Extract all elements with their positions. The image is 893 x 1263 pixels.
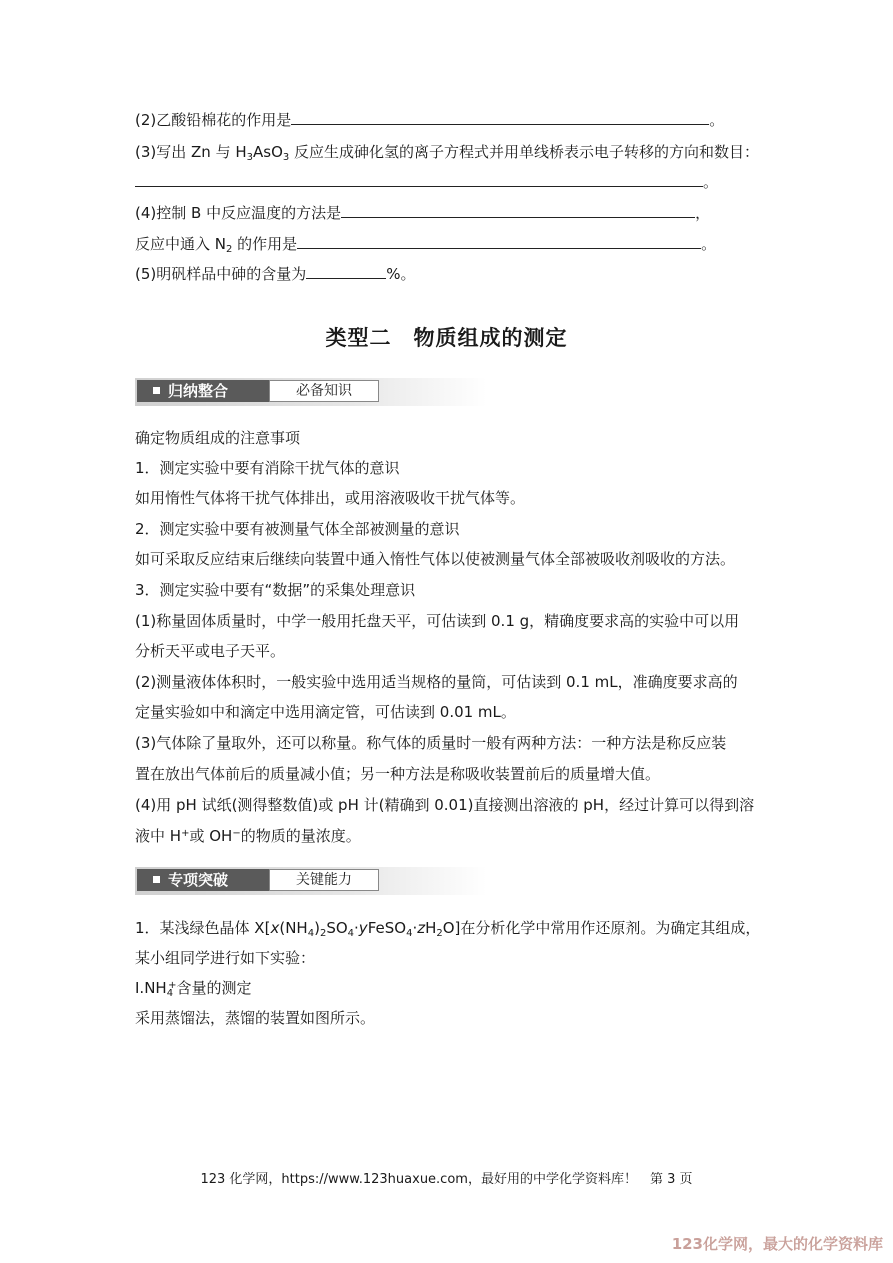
p-text: H (425, 919, 437, 937)
q4-text-2: 反应中通入 N (135, 235, 226, 253)
subscript: 2 (436, 928, 443, 939)
question-5 (135, 264, 416, 284)
problem-line-1 (135, 918, 760, 938)
question-2 (135, 110, 724, 130)
p4-text-b: 或 OH (189, 827, 233, 845)
answer-blank (306, 264, 386, 279)
p-text: FeSO (367, 919, 407, 937)
question-2-text: (2)乙酸铅棉花的作用是 (135, 111, 292, 129)
subscript: 3 (246, 152, 253, 163)
var-x: x (270, 919, 280, 937)
q4-text-1: (4)控制 B 中反应温度的方法是 (135, 204, 342, 222)
question-3 (135, 142, 759, 162)
bar-dark-label (137, 869, 269, 891)
notes-para-2-line-1: (2)测量液体体积时，一般实验中选用适当规格的量筒，可估读到 0.1 mL，准确度要求高的 (135, 673, 738, 691)
subscript: 4 (307, 928, 315, 939)
punct: %。 (386, 265, 416, 283)
problem-line-4: 采用蒸馏法，蒸馏的装置如图所示。 (135, 1009, 376, 1027)
problem-line-2: 某小组同学进行如下实验： (135, 949, 316, 967)
p-text: (NH (279, 919, 308, 937)
p4-text-c: 的物质的量浓度。 (240, 827, 361, 845)
var-y: y (358, 919, 368, 937)
p4-text-a: 液中 H (135, 827, 182, 845)
square-icon (153, 876, 160, 883)
question-4-line-1 (135, 203, 710, 223)
question-4-line-2 (135, 234, 716, 254)
subscript: 2 (319, 928, 327, 939)
section-title: 类型二 物质组成的测定 (325, 326, 568, 350)
notes-para-1-line-1: (1)称量固体质量时，中学一般用托盘天平，可估读到 0.1 g，精确度要求高的实验中可以用 (135, 612, 740, 630)
notes-para-2-line-2: 定量实验如中和滴定中选用滴定管，可估读到 0.01 mL。 (135, 703, 516, 721)
subscript: 4 (406, 928, 413, 939)
answer-blank (291, 110, 709, 125)
q3-text-2: AsO (253, 143, 283, 161)
bar-dark-text: 专项突破 (168, 871, 229, 889)
section-bar-practice (135, 867, 487, 895)
problem-line-3 (135, 978, 251, 998)
superscript: − (232, 828, 241, 839)
bar-light-label: 关键能力 (269, 869, 379, 891)
notes-item-1: 1．测定实验中要有消除干扰气体的意识 (135, 459, 400, 477)
question-3-blank-line (135, 172, 718, 192)
var-z: z (417, 919, 426, 937)
bar-dark-label (137, 380, 269, 402)
superscript: + (168, 980, 177, 991)
q3-text-3: 反应生成砷化氢的离子方程式并用单线桥表示电子转移的方向和数目： (289, 143, 760, 161)
bar-dark-text: 归纳整合 (168, 382, 229, 400)
notes-item-2-text: 如可采取反应结束后继续向装置中通入惰性气体以使被测量气体全部被吸收剂吸收的方法。 (135, 550, 736, 568)
punct: 。 (703, 173, 719, 191)
notes-heading: 确定物质组成的注意事项 (135, 429, 301, 447)
punct: 。 (709, 111, 725, 129)
p-text: ) (314, 919, 320, 937)
subscript: 2 (226, 244, 233, 255)
answer-blank (341, 203, 695, 218)
page-footer: 123 化学网，https://www.123huaxue.com，最好用的中学化学资料库！ 第 3 页 (200, 1172, 693, 1187)
notes-para-1-line-2: 分析天平或电子天平。 (135, 642, 286, 660)
p-text: O]在分析化学中常用作还原剂。为确定其组成， (442, 919, 761, 937)
subscript: 4 (166, 988, 174, 999)
notes-item-2: 2．测定实验中要有被测量气体全部被测量的意识 (135, 520, 460, 538)
notes-para-4-line-1: (4)用 pH 试纸(测得整数值)或 pH 计(精确到 0.01)直接测出溶液的 pH，经过计算可以得到溶 (135, 796, 755, 814)
q4-text-3: 的作用是 (232, 235, 298, 253)
notes-para-3-line-1: (3)气体除了量取外，还可以称量。称气体的质量时一般有两种方法：一种方法是称反应装 (135, 734, 727, 752)
punct: 。 (701, 235, 717, 253)
p-text: · (412, 919, 418, 937)
p-text: · (354, 919, 359, 937)
p-text: Ⅰ.NH (135, 979, 167, 997)
answer-blank (297, 234, 701, 249)
punct: ， (695, 204, 711, 222)
q3-text-1: (3)写出 Zn 与 H (135, 143, 247, 161)
square-icon (153, 387, 160, 394)
notes-item-1-text: 如用惰性气体将干扰气体排出，或用溶液吸收干扰气体等。 (135, 489, 526, 507)
notes-para-3-line-2: 置在放出气体前后的质量减小值；另一种方法是称吸收装置前后的质量增大值。 (135, 765, 661, 783)
section-bar-summary (135, 378, 487, 406)
bar-light-label: 必备知识 (269, 380, 379, 402)
p-text: 1．某浅绿色晶体 X[ (135, 919, 271, 937)
p-text: SO (326, 919, 348, 937)
q5-text: (5)明矾样品中砷的含量为 (135, 265, 307, 283)
subscript: 4 (347, 928, 355, 939)
superscript: + (181, 828, 190, 839)
watermark: 123化学网，最大的化学资料库 (671, 1235, 883, 1253)
answer-blank (135, 172, 703, 187)
subscript: 3 (282, 152, 290, 163)
p-text: 含量的测定 (176, 979, 252, 997)
notes-item-3: 3．测定实验中要有“数据”的采集处理意识 (135, 581, 416, 599)
notes-para-4-line-2 (135, 826, 361, 846)
